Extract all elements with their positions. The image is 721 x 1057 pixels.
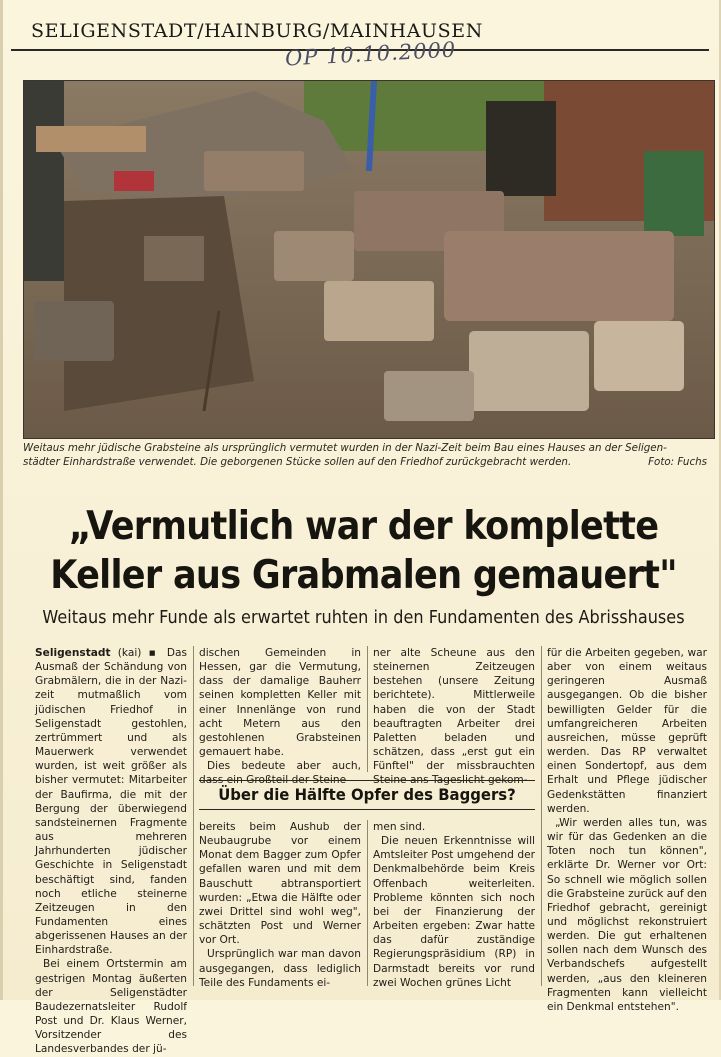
excavation-photo xyxy=(23,80,715,439)
column-divider xyxy=(193,646,194,986)
handwritten-date-stamp: OP 10.10.2000 xyxy=(284,37,457,71)
article-column-1 xyxy=(35,646,187,1057)
column-3-paragraph-1: ner alte Scheune aus den steinernen Zeitzeugen bestehen (unsere Zeitung berichtete). Mittlerweile haben die von der Stadt beauftragten Arbeiter drei Paletten beladen und schätzen, dass „erst gut ein Fünftel" der missbrauchten Steine ans Tageslicht gekom- xyxy=(373,647,535,787)
photo-caption xyxy=(23,441,713,469)
column-1-paragraph-2: Bei einem Ortstermin am gestrigen Montag äußerten der Seligenstädter Baudezernatsleiter Rudolf Post und Dr. Klaus Werner, Vorsitzender des Landesverbandes der jü- xyxy=(35,958,187,1056)
column-2-paragraph-1: dischen Gemeinden in Hessen, gar die Vermutung, dass der damalige Bauherr seinen kompletten Keller mit einer Innenlänge von rund acht Metern aus den gestohlenen Grabsteinen gemauert habe. xyxy=(199,647,361,759)
column-4-paragraph-2: „Wir werden alles tun, was wir für das Gedenken an die Toten noch tun können", erklärte Dr. Werner vor Ort: So schnell wie möglich sollen die Grabsteine zurück auf den Friedhof gebracht, gereinigt und möglichst rekonstruiert werden. Die gut erhaltenen sollen nach dem Wunsch des Verbandschefs aufgestellt werden, „aus den kleineren Fragmenten kann vielleicht ein Denkmal entstehen". xyxy=(547,816,707,1013)
article-column-3-lower xyxy=(373,820,535,990)
caption-line-1: Weitaus mehr jüdische Grabsteine als ursprünglich vermutet wurden in der Nazi-Zeit beim Bau eines Hauses an der Seligen- xyxy=(23,442,667,454)
column-divider xyxy=(367,646,368,772)
headline-line-1: „Vermutlich war der komplette xyxy=(68,504,659,549)
column-2-paragraph-2: Dies bedeute aber auch, dass ein Großteil der Steine xyxy=(199,760,361,787)
subheadline: Weitaus mehr Funde als erwartet ruhten in den Fundamenten des Abrisshauses xyxy=(42,608,685,628)
headline xyxy=(39,502,688,600)
column-3b-paragraph-2: Die neuen Erkenntnisse will Amtsleiter Post umgehend der Denkmalbehörde beim Kreis Offenbach weiterleiten. Probleme könnten sich noch bei der Finanzierung der Arbeiten ergeben: Zwar hatte das dafür zuständige Regierungspräsidium (RP) in Darmstadt bereits vor rund zwei Wochen grünes Licht xyxy=(373,835,535,989)
column-1-paragraph-1 xyxy=(35,646,187,957)
headline-line-2: Keller aus Grabmalen gemauert" xyxy=(50,553,677,598)
caption-line-2: städter Einhardstraße verwendet. Die geborgenen Stücke sollen auf den Friedhof zurückgebracht werden. xyxy=(23,456,572,468)
column-divider xyxy=(541,646,542,986)
dateline: Seligenstadt xyxy=(35,647,111,659)
column-divider xyxy=(367,820,368,986)
column-2b-paragraph-1: bereits beim Aushub der Neubaugrube vor einem Monat dem Bagger zum Opfer gefallen waren und mit dem Bauschutt abtransportiert wurden: „Etwa die Hälfte oder zwei Drittel sind wohl weg", schätzten Post und Werner vor Ort. xyxy=(199,821,361,947)
subtitle-box xyxy=(199,780,535,810)
column-3b-paragraph-1: men sind. xyxy=(373,821,426,833)
article-column-3 xyxy=(373,646,535,788)
column-1-text-1: (kai) ▪ Das Ausmaß der Schändung von Grabmälern, die in der Nazi-zeit mutmaßlich vom jüdischen Friedhof in Seligenstadt gestohlen, zertrümmert und als Mauerwerk verwendet wurden, ist weit größer als bisher vermutet: Mitarbeiter der Baufirma, die mit der Bergung der überwiegend sandsteinernen Fragmente aus mehreren Jahrhunderten jüdischer Geschichte in Seligenstadt beschäftigt sind, fanden noch etliche steinerne Zeitzeugen in den Fundamenten eines abgerissenen Hauses an der Einhardstraße. xyxy=(35,647,187,957)
article-column-2-lower xyxy=(199,820,361,990)
article-column-2 xyxy=(199,646,361,788)
subtitle: Über die Hälfte Opfer des Baggers? xyxy=(218,785,516,804)
column-2b-paragraph-2: Ursprünglich war man davon ausgegangen, dass lediglich Teile des Fundaments ei- xyxy=(199,948,361,989)
section-rubric: SELIGENSTADT/HAINBURG/MAINHAUSEN xyxy=(31,20,483,42)
column-4-paragraph-1: für die Arbeiten gegeben, war aber von einem weitaus geringeren Ausmaß ausgegangen. Ob die bisher bewilligten Gelder für die umfangreicheren Arbeiten ausreichen, müsse geprüft werden. Das RP verwaltet einen Sondertopf, aus dem Erhalt und Pflege jüdischer Gedenkstätten finanziert werden. xyxy=(547,647,707,815)
article-column-4 xyxy=(547,646,707,1014)
photo-credit: Foto: Fuchs xyxy=(648,456,707,468)
